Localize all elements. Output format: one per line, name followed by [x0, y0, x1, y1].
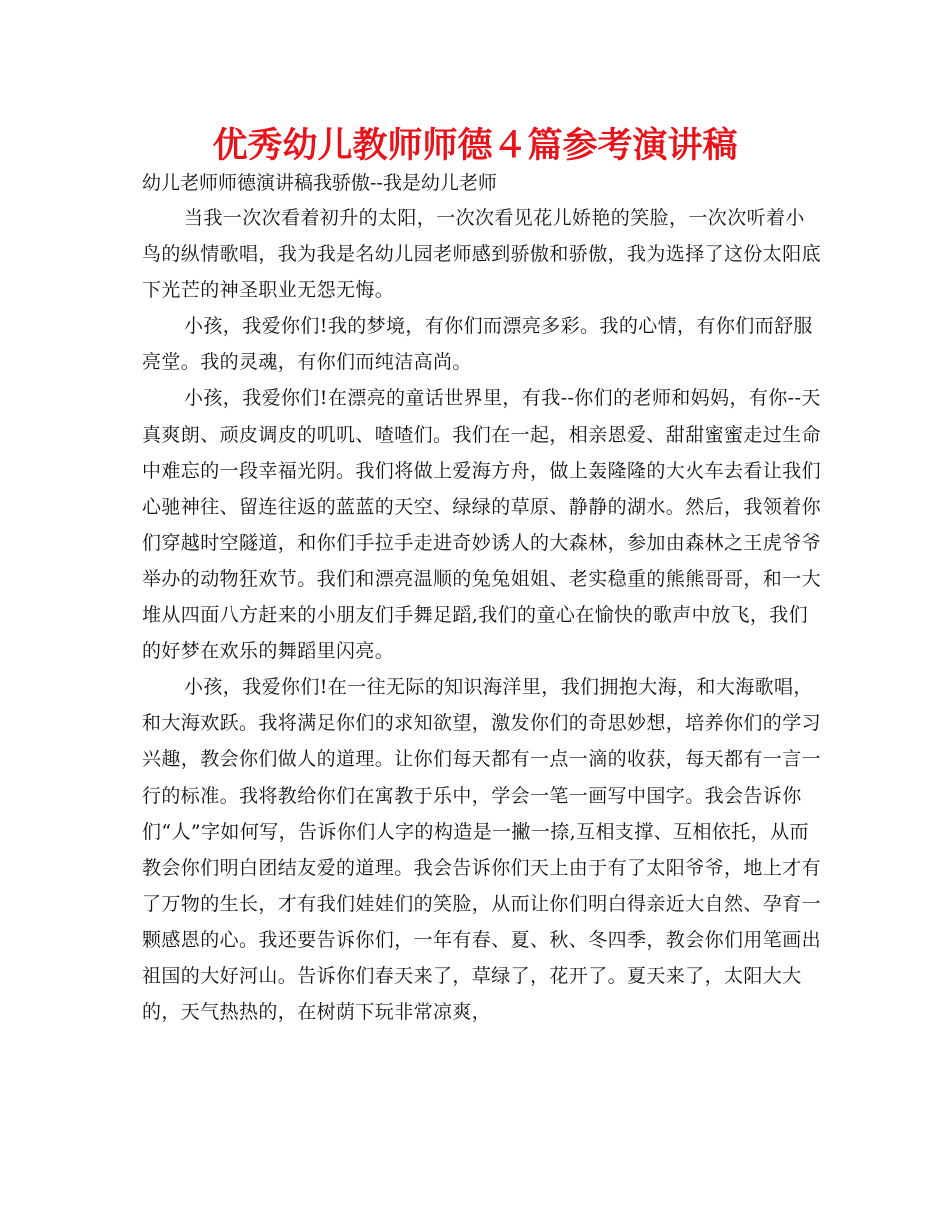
paragraph-3: 小孩，我爱你们!在漂亮的童话世界里，有我--你们的老师和妈妈，有你--天真爽朗、顽皮调皮的叽叽、喳喳们。我们在一起，相亲恩爱、甜甜蜜蜜走过生命中难忘的一段幸福光阴。我们将做上爱海方舟，做上轰隆隆的大火车去看让我们心驰神往、留连往返的蓝蓝的天空、绿绿的草原、静静的湖水。然后，我领着你们穿越时空隧道，和你们手拉手走进奇妙诱人的大森林，参加由森林之王虎爷爷举办的动物狂欢节。我们和漂亮温顺的兔兔姐姐、老实稳重的熊熊哥哥，和一大堆从四面八方赶来的小朋友们手舞足蹈,我们的童心在愉快的歌声中放飞，我们的好梦在欢乐的舞蹈里闪亮。 — [142, 387, 822, 663]
paragraph-4: 小孩，我爱你们!在一往无际的知识海洋里，我们拥抱大海，和大海歌唱，和大海欢跃。我将满足你们的求知欲望，激发你们的奇思妙想，培养你们的学习兴趣，教会你们做人的道理。让你们每天都有一点一滴的收获，每天都有一言一行的标准。我将教给你们在寓教于乐中，学会一笔一画写中国字。我会告诉你们“人”字如何写，告诉你们人字的构造是一撇一捺,互相支撑、互相依托，从而教会你们明白团结友爱的道理。我会告诉你们天上由于有了太阳爷爷，地上才有了万物的生长，才有我们娃娃们的笑脸，从而让你们明白得亲近大自然、孕育一颗感恩的心。我还要告诉你们，一年有春、夏、秋、冬四季，教会你们用笔画出祖国的大好河山。告诉你们春天来了，草绿了，花开了。夏天来了，太阳大大的，天气热热的，在树荫下玩非常凉爽， — [142, 676, 822, 1024]
document-body — [142, 200, 822, 1024]
document-subtitle: 幼儿老师师德演讲稿我骄傲--我是幼儿老师 — [142, 172, 497, 194]
paragraph-1: 当我一次次看着初升的太阳，一次次看见花儿娇艳的笑脸，一次次听着小鸟的纵情歌唱，我为我是名幼儿园老师感到骄傲和骄傲，我为选择了这份太阳底下光芒的神圣职业无怨无悔。 — [142, 207, 822, 302]
paragraph-2: 小孩，我爱你们!我的梦境，有你们而漂亮多彩。我的心情，有你们而舒服亮堂。我的灵魂，有你们而纯洁高尚。 — [142, 315, 813, 374]
document-title: 优秀幼儿教师师德４篇参考演讲稿 — [212, 126, 738, 166]
